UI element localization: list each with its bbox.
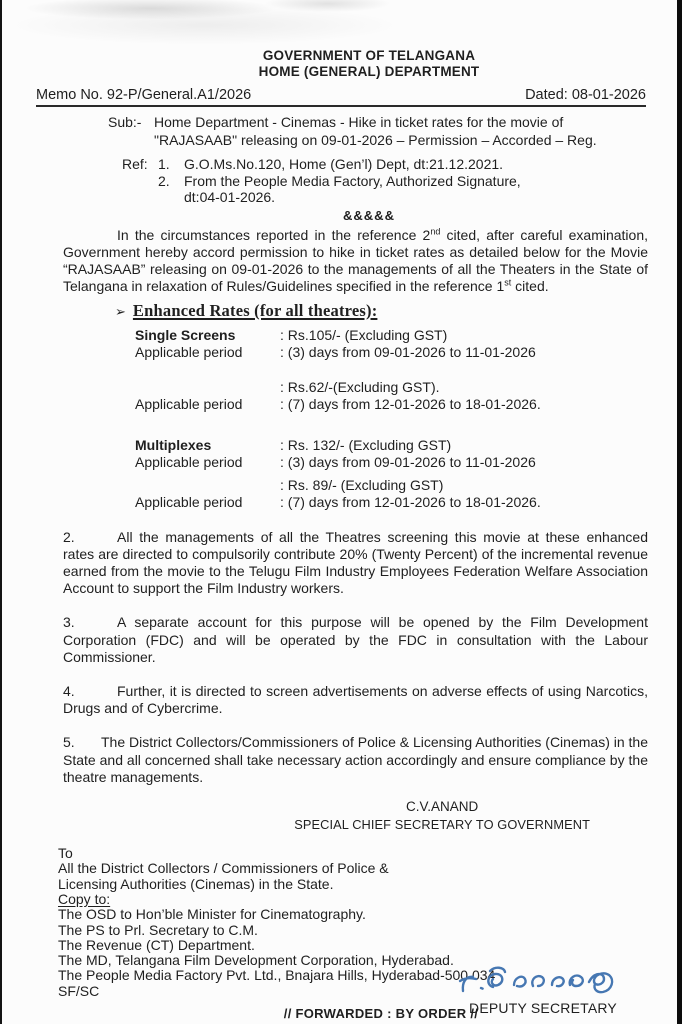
reference-label: Ref: [122, 156, 148, 172]
paragraph-4-text: Further, it is directed to screen advertisements on adverse effects of using Narcotics, Drugs and of Cybercrime. [63, 683, 648, 717]
rate-row [135, 437, 646, 455]
memo-number: Memo No. 92-P/General.A1/2026 [36, 87, 252, 103]
paragraph-3 [63, 614, 648, 666]
paragraph-5 [63, 734, 648, 786]
copy-line: The People Media Factory Pvt. Ltd., Bnajara Hills, Hyderabad-500 034 [58, 967, 496, 984]
reference-items [158, 156, 521, 206]
enhanced-rates-title: Enhanced Rates (for all theatres): [132, 300, 378, 320]
copy-line: SF/SC [58, 982, 100, 999]
deputy-signature-block [448, 964, 638, 1016]
signatory-name: C.V.ANAND [405, 799, 479, 815]
rate-value: : Rs.62/-(Excluding GST). [280, 378, 440, 395]
paragraph-2-text: All the managements of all the Theatres screening this movie at these enhanced rates are directed to compulsorily contribute 20% (Twenty Percent) of the incremental revenue earned from the movie to the Telugu Film Industry Employees Federation Welfare Association Account to support the Film Industry workers. [63, 528, 648, 597]
copy-line: The MD, Telangana Film Development Corporation, Hyderabad. [58, 952, 454, 969]
scan-edge-right [677, 0, 682, 1024]
section-separator: &&&&& [343, 207, 395, 223]
rate-value: : (7) days from 12-01-2026 to 18-01-2026. [280, 494, 541, 511]
signatory-designation: SPECIAL CHIEF SECRETARY TO GOVERNMENT [294, 817, 590, 833]
reference-item-1 [158, 156, 521, 173]
rate-value: : Rs. 89/- (Excluding GST) [280, 476, 444, 493]
forwarded-by-order: // FORWARDED : BY ORDER // [283, 1006, 479, 1021]
paragraph-2-number: 2. [63, 528, 75, 545]
paragraph-5-text: The District Collectors/Commissioners of Police & Licensing Authorities (Cinemas) in the State and all concerned shall take necessary action accordingly and ensure compliance by the theatre managements. [63, 734, 648, 785]
reference-item-2-number: 2. [158, 172, 170, 189]
document-header [64, 0, 674, 80]
reference-item-2-continuation: dt:04-01-2026. [184, 189, 276, 206]
memo-date: Dated: 08-01-2026 [525, 87, 646, 103]
rate-value: : (3) days from 09-01-2026 to 11-01-2026 [280, 344, 536, 361]
rate-label [135, 379, 280, 397]
scan-edge-left [0, 0, 2, 1024]
to-line: All the District Collectors / Commissioners of Police & [58, 860, 389, 877]
paragraph-1-text-end: cited. [511, 278, 549, 295]
paragraph-1-text-continued: cited, after careful examination, Government hereby accord permission to hike in ticket rates as detailed below for the Movie “RAJASAAB” releasing on 09-01-2026 to the managements of all the Theaters in the State of Telangana in relaxation of Rules/Guidelines specified in the reference 1 [63, 226, 648, 295]
arrow-bullet-icon: ➢ [115, 303, 126, 319]
reference-item-1-number: 1. [158, 156, 170, 172]
subject-line-1: Home Department - Cinemas - Hike in ticket rates for the movie of [154, 114, 564, 130]
subject-text [154, 113, 597, 149]
rate-row [135, 454, 646, 472]
paragraph-3-text: A separate account for this purpose will be opened by the Film Development Corporation (FDC) and will be operated by the FDC in consultation with the Labour Commissioner. [63, 614, 648, 665]
paragraph-4-number: 4. [63, 683, 75, 700]
rate-label: Applicable period [135, 396, 243, 413]
paragraph-1 [63, 227, 648, 296]
rate-row [135, 396, 646, 414]
paragraph-1-text: In the circumstances reported in the reference 2 [117, 226, 431, 243]
paragraph-3-number: 3. [63, 614, 75, 631]
subject-block [108, 113, 646, 149]
rate-row [135, 379, 646, 397]
paragraph-2 [63, 529, 648, 598]
rate-value: : Rs.105/- (Excluding GST) [280, 326, 448, 343]
subject-label: Sub:- [108, 114, 142, 130]
rate-row [135, 494, 646, 512]
rate-row [135, 344, 646, 362]
rate-label: Applicable period [135, 344, 243, 361]
reference-block [122, 156, 646, 206]
rate-label: Single Screens [135, 326, 236, 343]
memo-number-row [36, 87, 646, 107]
rate-row [135, 327, 646, 345]
rate-row [135, 477, 646, 495]
copy-line: The PS to Prl. Secretary to C.M. [58, 921, 258, 938]
subject-line-2: "RAJASAAB" releasing on 09-01-2026 – Permission – Accorded – Reg. [154, 132, 597, 148]
copy-line: The OSD to Hon’ble Minister for Cinematography. [58, 906, 366, 923]
rates-table [135, 327, 646, 512]
memo-content [36, 0, 646, 1021]
deputy-secretary-label: DEPUTY SECRETARY [469, 1000, 617, 1016]
enhanced-rates-heading [115, 301, 646, 321]
rate-label [135, 477, 280, 495]
paragraph-5-number: 5. [63, 734, 75, 751]
rate-value: : (7) days from 12-01-2026 to 18-01-2026. [280, 396, 541, 413]
reference-item-2 [158, 173, 521, 190]
rate-label: Applicable period [135, 454, 243, 471]
paragraph-4 [63, 683, 648, 717]
rate-label: Multiplexes [135, 436, 212, 453]
government-title: GOVERNMENT OF TELANGANA [262, 48, 476, 63]
to-label: To [58, 845, 73, 862]
ordinal-superscript: st [504, 277, 512, 288]
rate-value: : Rs. 132/- (Excluding GST) [280, 436, 452, 453]
rate-label: Applicable period [135, 494, 243, 511]
reference-item-2-text: From the People Media Factory, Authorized Signature, [184, 172, 521, 189]
to-line: Licensing Authorities (Cinemas) in the State. [58, 875, 334, 892]
ordinal-superscript: nd [430, 226, 441, 237]
copy-to-label: Copy to: [58, 890, 111, 907]
signature-scribble [457, 964, 629, 1002]
department-title: HOME (GENERAL) DEPARTMENT [258, 64, 480, 79]
reference-item-1-text: G.O.Ms.No.120, Home (Gen’l) Dept, dt:21.12.2021. [184, 156, 504, 172]
signatory-block [294, 798, 590, 834]
copy-line: The Revenue (CT) Department. [58, 936, 255, 953]
rate-value: : (3) days from 09-01-2026 to 11-01-2026 [280, 454, 536, 471]
